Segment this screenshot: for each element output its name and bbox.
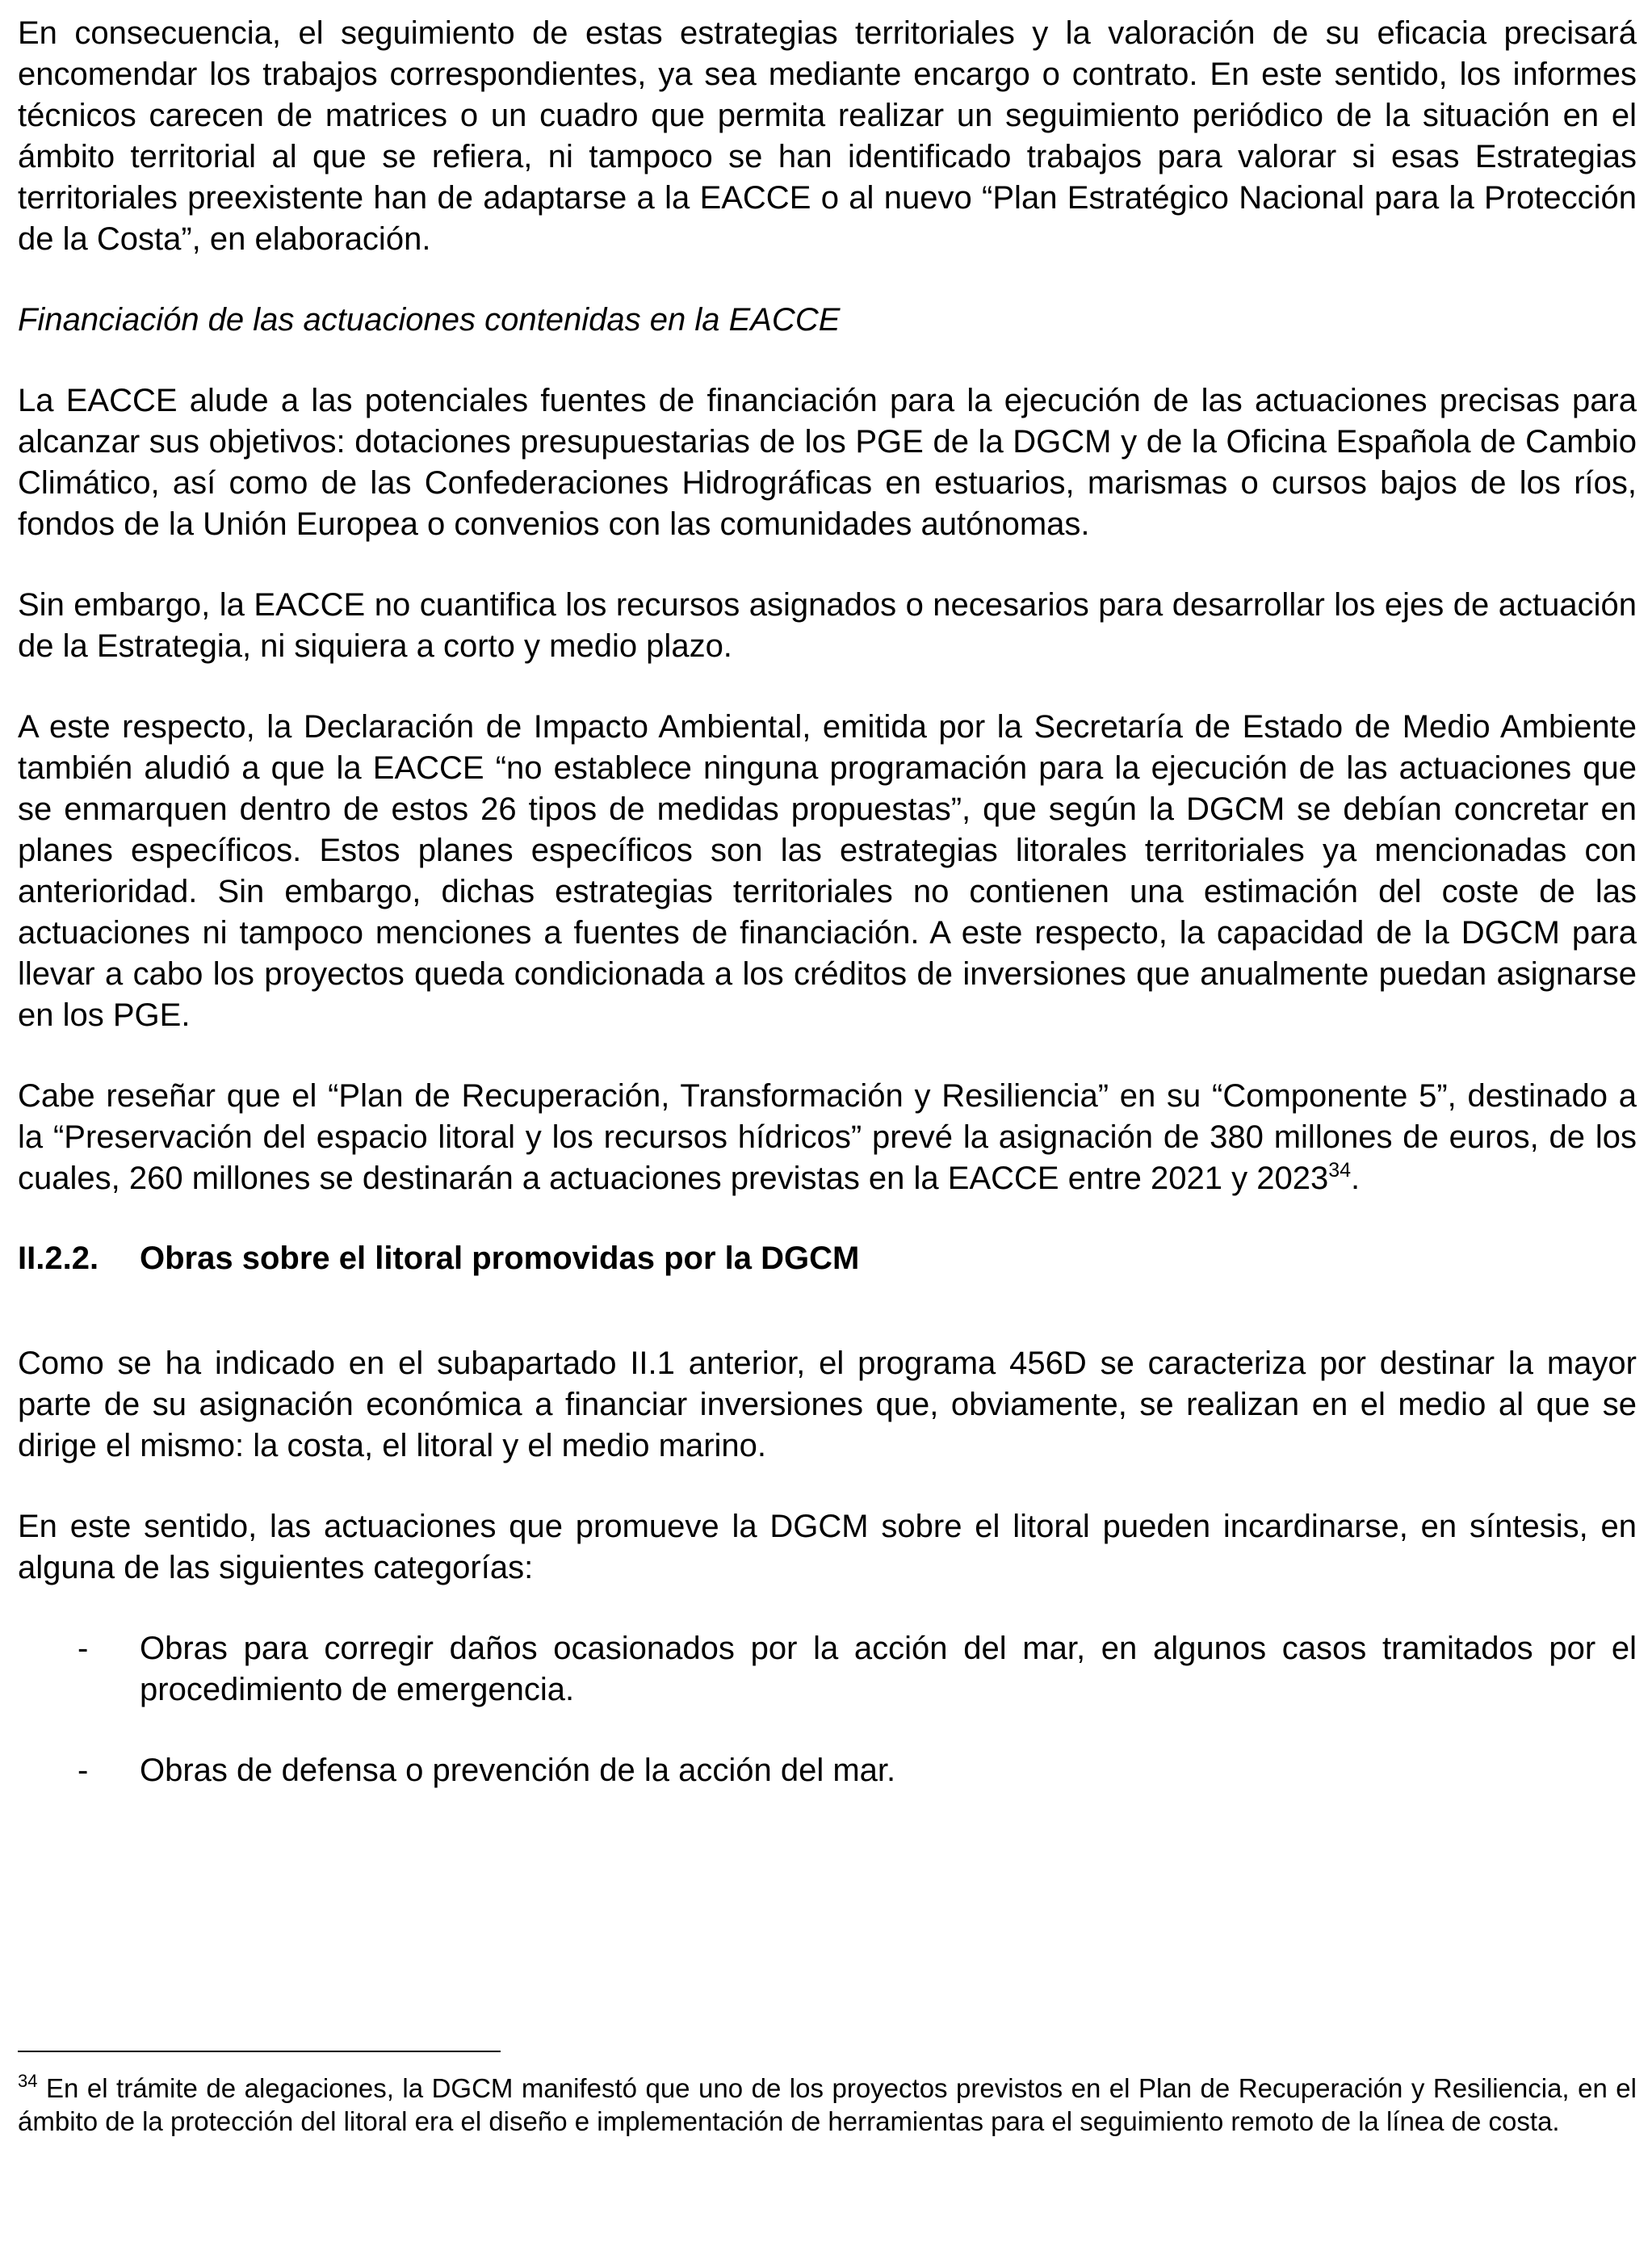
section-title: Obras sobre el litoral promovidas por la DGCM: [140, 1241, 860, 1276]
footnote-reference[interactable]: 34: [1328, 1159, 1351, 1182]
section-heading: [18, 1238, 1637, 1279]
section-number: II.2.2.: [18, 1241, 99, 1276]
footnote-separator: [18, 2051, 501, 2052]
list-item: [18, 1750, 1637, 1791]
paragraph-plan-recuperacion: [18, 1076, 1637, 1199]
paragraph-programa-456d: Como se ha indicado en el subapartado II.1 anterior, el programa 456D se caracteriza por destinar la mayor parte de su asignación económica a financiar inversiones que, obviamente, se realizan en el medio al que se dirige el mismo: la costa, el litoral y el medio marino.: [18, 1346, 1637, 1463]
paragraph-declaracion-impacto: A este respecto, la Declaración de Impacto Ambiental, emitida por la Secretaría de Estado de Medio Ambiente también aludió a que la EACCE “no establece ninguna programación para la ejecución de las actuaciones que se enmarquen dentro de estos 26 tipos de medidas propuestas”, que según la DGCM se debían concretar en planes específicos. Estos planes específicos son las estrategias litorales territoriales ya mencionadas con anterioridad. Sin embargo, dichas estrategias territoriales no contienen una estimación del coste de las actuaciones ni tampoco menciones a fuentes de financiación. A este respecto, la capacidad de la DGCM para llevar a cabo los proyectos queda condicionada a los créditos de inversiones que anualmente puedan asignarse en los PGE.: [18, 709, 1637, 1033]
paragraph-plan-recuperacion-end: .: [1351, 1161, 1361, 1196]
categories-list: [18, 1628, 1637, 1791]
list-bullet: -: [78, 1753, 89, 1788]
footnote-number: 34: [18, 2071, 38, 2091]
paragraph-seguimiento: En consecuencia, el seguimiento de estas estrategias territoriales y la valoración de su eficacia precisará encomendar los trabajos correspondientes, ya sea mediante encargo o contrato. En este sentido, los informes técnicos carecen de matrices o un cuadro que permita realizar un seguimiento periódico de la situación en el ámbito territorial al que se refiera, ni tampoco se han identificado trabajos para valorar si esas Estrategias territoriales preexistente han de adaptarse a la EACCE o al nuevo “Plan Estratégico Nacional para la Protección de la Costa”, en elaboración.: [18, 15, 1637, 257]
paragraph-plan-recuperacion-text: Cabe reseñar que el “Plan de Recuperación, Transformación y Resiliencia” en su “Componente 5”, destinado a la “Preservación del espacio litoral y los recursos hídricos” prevé la asignación de 380 millones de euros, de los cuales, 260 millones se destinarán a actuaciones previstas en la EACCE entre 2021 y 2023: [18, 1078, 1637, 1196]
document-body: [18, 13, 1637, 1791]
list-item-text: Obras de defensa o prevención de la acción del mar.: [140, 1753, 896, 1788]
paragraph-fuentes-financiacion: La EACCE alude a las potenciales fuentes de financiación para la ejecución de las actuaciones precisas para alcanzar sus objetivos: dotaciones presupuestarias de los PGE de la DGCM y de la Oficina Española de Cambio Climático, así como de las Confederaciones Hidrográficas en estuarios, marismas o cursos bajos de los ríos, fondos de la Unión Europea o convenios con las comunidades autónomas.: [18, 383, 1637, 542]
paragraph-sin-embargo: Sin embargo, la EACCE no cuantifica los recursos asignados o necesarios para desarrollar los ejes de actuación de la Estrategia, ni siquiera a corto y medio plazo.: [18, 587, 1637, 664]
footnote-text: En el trámite de alegaciones, la DGCM manifestó que uno de los proyectos previstos en el Plan de Recuperación y Resiliencia, en el ámbito de la protección del litoral era el diseño e implementación de herramientas para el seguimiento remoto de la línea de costa.: [18, 2073, 1637, 2136]
footnote: [18, 2072, 1637, 2138]
list-bullet: -: [78, 1631, 89, 1666]
list-item-text: Obras para corregir daños ocasionados por la acción del mar, en algunos casos tramitados por el procedimiento de emergencia.: [140, 1631, 1637, 1707]
paragraph-categorias: En este sentido, las actuaciones que promueve la DGCM sobre el litoral pueden incardinarse, en síntesis, en alguna de las siguientes categorías:: [18, 1509, 1637, 1585]
subtitle-financiacion: Financiación de las actuaciones contenidas en la EACCE: [18, 302, 841, 338]
list-item: [18, 1628, 1637, 1711]
